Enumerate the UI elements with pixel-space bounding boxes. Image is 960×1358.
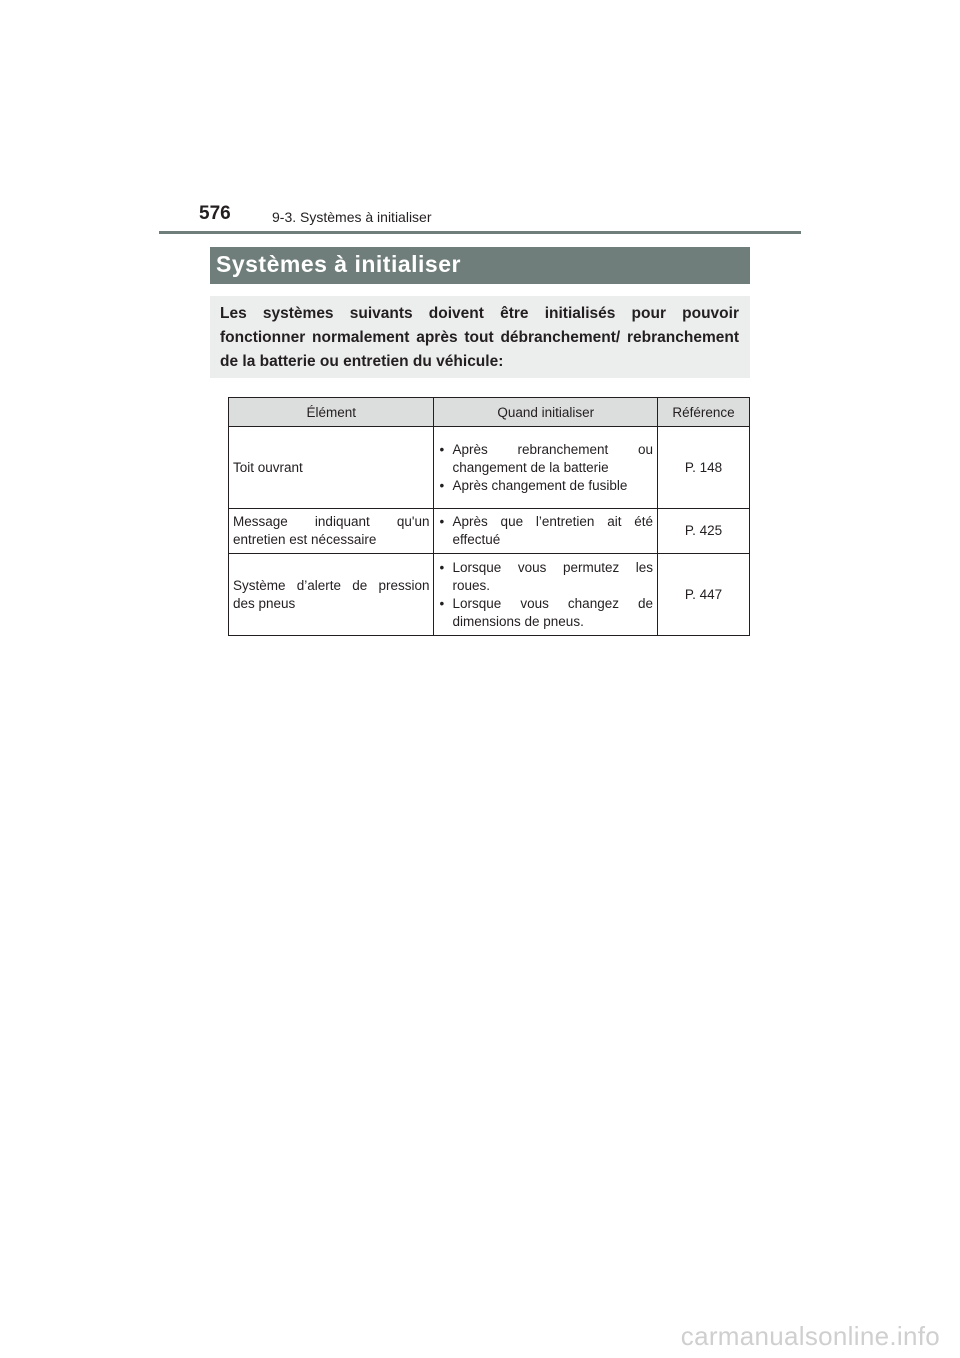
page-number: 576 [199,203,231,224]
section-title: Systèmes à initialiser [216,251,461,277]
row-item: Message indiquant qu'un entretien est nécessaire [229,509,434,554]
row-when [434,554,658,636]
row-item: Toit ouvrant [229,427,434,509]
table-row [229,554,750,636]
table-row [229,427,750,509]
row-reference: P. 148 [658,427,750,509]
intro-box [210,296,750,378]
row-item: Système d’alerte de pression des pneus [229,554,434,636]
row-when [434,509,658,554]
header-element: Élément [229,398,434,427]
when-bullet: • Lorsque vous permutez les roues. [438,559,653,595]
when-bullet: • Après rebranchement ou changement de la batterie [438,441,653,477]
table-header-row [229,398,750,427]
section-title-bar [210,247,750,284]
header-reference: Référence [658,398,750,427]
row-reference: P. 447 [658,554,750,636]
when-bullet: • Après que l’entretien ait été effectué [438,513,653,549]
when-bullet: • Lorsque vous changez de dimensions de pneus. [438,595,653,631]
row-reference: P. 425 [658,509,750,554]
header-when: Quand initialiser [434,398,658,427]
watermark: carmanualsonline.info [680,1321,940,1351]
header-rule [159,231,801,234]
table-row [229,509,750,554]
intro-text: Les systèmes suivants doivent être initialisés pour pouvoir fonctionner normalement après tout débranchement/ rebranchement de la batterie ou entretien du véhicule: [220,305,739,370]
systems-table [228,397,750,636]
when-bullet: • Après changement de fusible [438,477,653,495]
row-when [434,427,658,509]
section-reference: 9-3. Systèmes à initialiser [272,209,432,225]
